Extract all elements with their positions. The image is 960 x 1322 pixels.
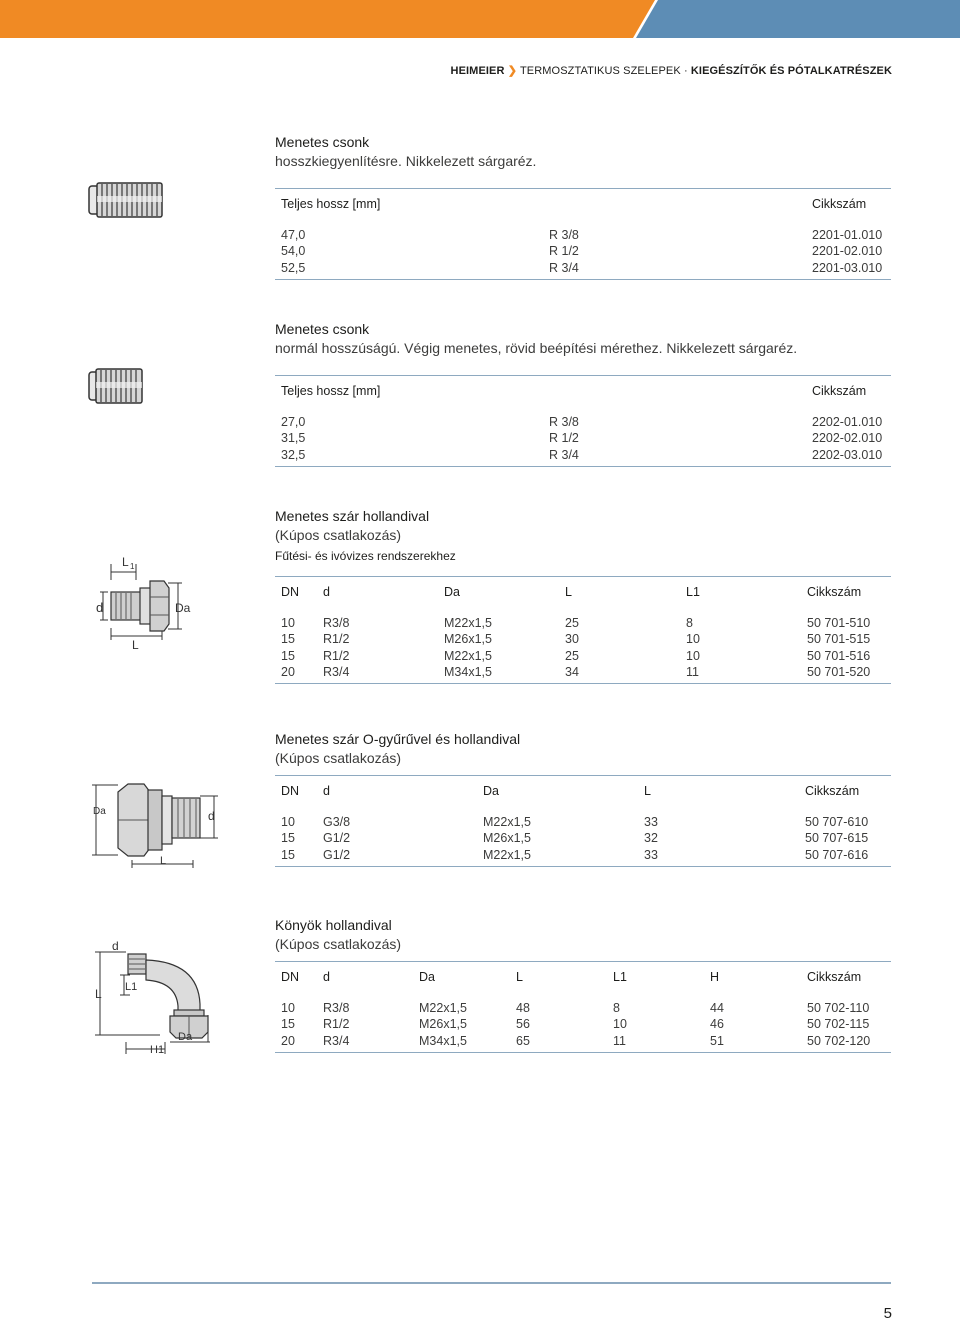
table-cell: R 3/4	[543, 260, 806, 280]
column-header	[543, 189, 806, 219]
table-cell: G3/8	[323, 815, 351, 829]
section-title: Menetes szár O-gyűrűvel és hollandival	[275, 731, 521, 747]
section-title: Könyök hollandival	[275, 917, 392, 933]
section-tailpiece-oring-union-nut	[275, 730, 891, 867]
table-cell: R 1/2	[549, 431, 579, 446]
table-row	[275, 1016, 891, 1032]
breadcrumb	[0, 64, 892, 77]
table-cell: 15	[281, 831, 295, 846]
table-cell: 33	[638, 847, 799, 867]
table-cell: 50 707-610	[805, 815, 869, 829]
product-table	[275, 576, 891, 684]
table-row	[275, 830, 891, 846]
product-table	[275, 188, 891, 280]
product-table	[275, 961, 891, 1053]
table-cell: R1/2	[323, 648, 350, 663]
header-color-bar	[0, 0, 960, 38]
table-cell: 50 702-115	[807, 1017, 870, 1032]
table-cell: 25	[565, 616, 579, 630]
table-row	[275, 218, 891, 243]
product-table	[275, 775, 891, 867]
table-cell: 20	[275, 664, 317, 684]
table-row	[275, 447, 891, 467]
table-cell: R 1/2	[549, 244, 579, 259]
table-cell: M34x1,5	[413, 1033, 510, 1053]
column-header: Cikkszám	[806, 376, 891, 406]
table-cell: 8	[613, 1001, 620, 1015]
table-row	[275, 805, 891, 830]
table-row	[275, 648, 891, 664]
table-cell: M22x1,5	[483, 815, 531, 829]
column-header: Teljes hossz [mm]	[275, 376, 543, 406]
threaded-nipple-short-image	[88, 366, 144, 406]
table-cell: M22x1,5	[477, 847, 638, 867]
section-subtitle: normál hosszúságú. Végig menetes, rövid beépítési mérethez. Nikkelezett sárgaréz.	[275, 340, 798, 356]
column-header: Da	[477, 776, 638, 806]
table-cell: 33	[644, 815, 658, 829]
table-cell: G1/2	[323, 831, 351, 846]
column-header: d	[317, 577, 438, 607]
table-row	[275, 405, 891, 430]
table-row	[275, 991, 891, 1016]
table-cell: R 3/4	[543, 447, 806, 467]
brand-name: HEIMEIER	[450, 65, 505, 77]
column-header: L1	[607, 962, 704, 992]
table-cell: 2202-01.010	[812, 415, 883, 429]
table-cell: M34x1,5	[438, 664, 559, 684]
column-header: d	[317, 962, 413, 992]
column-header: L1	[680, 577, 801, 607]
table-cell: 25	[565, 648, 579, 663]
section-elbow-union-nut	[275, 916, 891, 1053]
table-cell: M22x1,5	[444, 648, 492, 663]
section-tailpiece-union-nut	[275, 507, 891, 684]
table-cell: 50 702-120	[801, 1033, 891, 1053]
column-header: H	[704, 962, 801, 992]
table-cell: R1/2	[323, 632, 350, 647]
table-cell: 50 707-616	[799, 847, 891, 867]
breadcrumb-category: KIEGÉSZÍTŐK ÉS PÓTALKATRÉSZEK	[690, 65, 892, 77]
column-header: DN	[275, 577, 317, 607]
column-header: Teljes hossz [mm]	[275, 189, 543, 219]
table-cell: R3/4	[317, 664, 438, 684]
table-cell: R3/8	[323, 1001, 350, 1015]
table-cell: 50 701-510	[807, 616, 871, 630]
table-cell: 27,0	[281, 415, 306, 429]
table-cell: R1/2	[323, 1017, 350, 1032]
column-header: d	[317, 776, 477, 806]
section-threaded-nipple-normal	[275, 320, 891, 467]
table-cell: 65	[510, 1033, 607, 1053]
table-row	[275, 631, 891, 647]
dimension-label-da: Da	[178, 1031, 193, 1043]
footer-divider	[92, 1282, 891, 1284]
column-header: L	[638, 776, 799, 806]
column-header: Cikkszám	[799, 776, 891, 806]
product-table	[275, 375, 891, 467]
column-header: L	[510, 962, 607, 992]
table-cell: R 3/8	[549, 415, 579, 429]
column-header: Da	[413, 962, 510, 992]
table-cell: R3/8	[323, 616, 350, 630]
table-cell: M26x1,5	[444, 632, 492, 647]
dimension-label-d: d	[208, 809, 215, 823]
table-cell: 51	[704, 1033, 801, 1053]
table-cell: 34	[559, 664, 680, 684]
table-cell: 10	[686, 648, 700, 663]
table-cell: 50 701-516	[807, 648, 871, 663]
table-cell: 2201-03.010	[806, 260, 891, 280]
table-cell: 15	[281, 1017, 295, 1032]
table-cell: 10	[613, 1017, 627, 1032]
table-cell: 50 701-515	[807, 632, 871, 647]
table-cell: 10	[281, 1001, 295, 1015]
column-header: Da	[438, 577, 559, 607]
tailpiece-union-nut-diagram	[90, 550, 200, 655]
dimension-label-l1: L1	[125, 981, 138, 993]
table-cell: M22x1,5	[419, 1001, 467, 1015]
table-row	[275, 847, 891, 867]
table-cell: M26x1,5	[419, 1017, 467, 1032]
table-cell: 20	[275, 1033, 317, 1053]
section-note: Fűtési- és ivóvizes rendszerekhez	[275, 549, 456, 563]
table-cell: 47,0	[281, 228, 306, 242]
table-cell: 2201-02.010	[812, 244, 883, 259]
column-header: Cikkszám	[806, 189, 891, 219]
table-row	[275, 606, 891, 631]
dimension-label-l: L	[160, 855, 167, 867]
section-subtitle: (Kúpos csatlakozás)	[275, 936, 402, 952]
table-cell: G1/2	[317, 847, 477, 867]
dimension-label-d: d	[112, 940, 119, 953]
column-header: DN	[275, 962, 317, 992]
column-header: L	[559, 577, 680, 607]
table-cell: M26x1,5	[483, 831, 531, 846]
elbow-union-nut-diagram	[90, 940, 215, 1058]
table-cell: 10	[281, 616, 295, 630]
table-cell: 56	[516, 1017, 530, 1032]
table-cell: 30	[565, 632, 579, 647]
section-title: Menetes szár hollandival	[275, 508, 430, 524]
threaded-nipple-long-image	[88, 180, 164, 220]
table-cell: 15	[275, 847, 317, 867]
dimension-label-l: L	[95, 987, 102, 1001]
column-header: DN	[275, 776, 317, 806]
table-cell: 11	[680, 664, 801, 684]
table-row	[275, 243, 891, 259]
table-cell: 2202-02.010	[812, 431, 883, 446]
dimension-label-da: Da	[93, 806, 106, 817]
table-cell: R 3/8	[549, 228, 579, 242]
table-cell: 52,5	[275, 260, 543, 280]
dimension-label-l: L	[132, 638, 139, 652]
section-subtitle: (Kúpos csatlakozás)	[275, 527, 402, 543]
section-title: Menetes csonk	[275, 134, 370, 150]
table-cell: 32	[644, 831, 658, 846]
table-cell: 54,0	[281, 244, 306, 259]
table-row	[275, 260, 891, 280]
table-cell: 31,5	[281, 431, 306, 446]
table-cell: 2201-01.010	[812, 228, 883, 242]
table-cell: 10	[686, 632, 700, 647]
table-row	[275, 664, 891, 684]
table-cell: 11	[607, 1033, 704, 1053]
table-cell: 46	[710, 1017, 724, 1032]
column-header: Cikkszám	[801, 962, 891, 992]
dimension-label-l1: L	[122, 555, 129, 569]
tailpiece-oring-union-nut-diagram	[88, 780, 224, 870]
dimension-label-h1: H1	[150, 1044, 165, 1056]
dimension-label-da: Da	[175, 601, 191, 615]
section-subtitle: hosszkiegyenlítésre. Nikkelezett sárgaréz.	[275, 153, 537, 169]
section-subtitle: (Kúpos csatlakozás)	[275, 750, 402, 766]
table-cell: R3/4	[317, 1033, 413, 1053]
table-cell: 10	[281, 815, 295, 829]
dimension-label-l1-sub: 1	[130, 562, 135, 571]
section-title: Menetes csonk	[275, 321, 370, 337]
table-cell: 32,5	[275, 447, 543, 467]
page-number: 5	[883, 1305, 892, 1322]
table-cell: M22x1,5	[444, 616, 492, 630]
column-header: Cikkszám	[801, 577, 891, 607]
section-threaded-nipple-long	[275, 133, 891, 280]
dimension-label-d: d	[96, 600, 104, 615]
table-cell: 48	[516, 1001, 530, 1015]
table-cell: 15	[281, 632, 295, 647]
table-cell: 50 701-520	[801, 664, 891, 684]
table-row	[275, 1033, 891, 1053]
table-cell: 50 702-110	[807, 1001, 870, 1015]
chevron-right-icon: ❯	[507, 65, 518, 77]
table-cell: 2202-03.010	[806, 447, 891, 467]
table-row	[275, 430, 891, 446]
table-cell: 44	[710, 1001, 724, 1015]
table-cell: 8	[686, 616, 693, 630]
breadcrumb-path: TERMOSZTATIKUS SZELEPEK ·	[519, 65, 691, 77]
table-cell: 15	[281, 648, 295, 663]
table-cell: 50 707-615	[805, 831, 869, 846]
column-header	[543, 376, 806, 406]
